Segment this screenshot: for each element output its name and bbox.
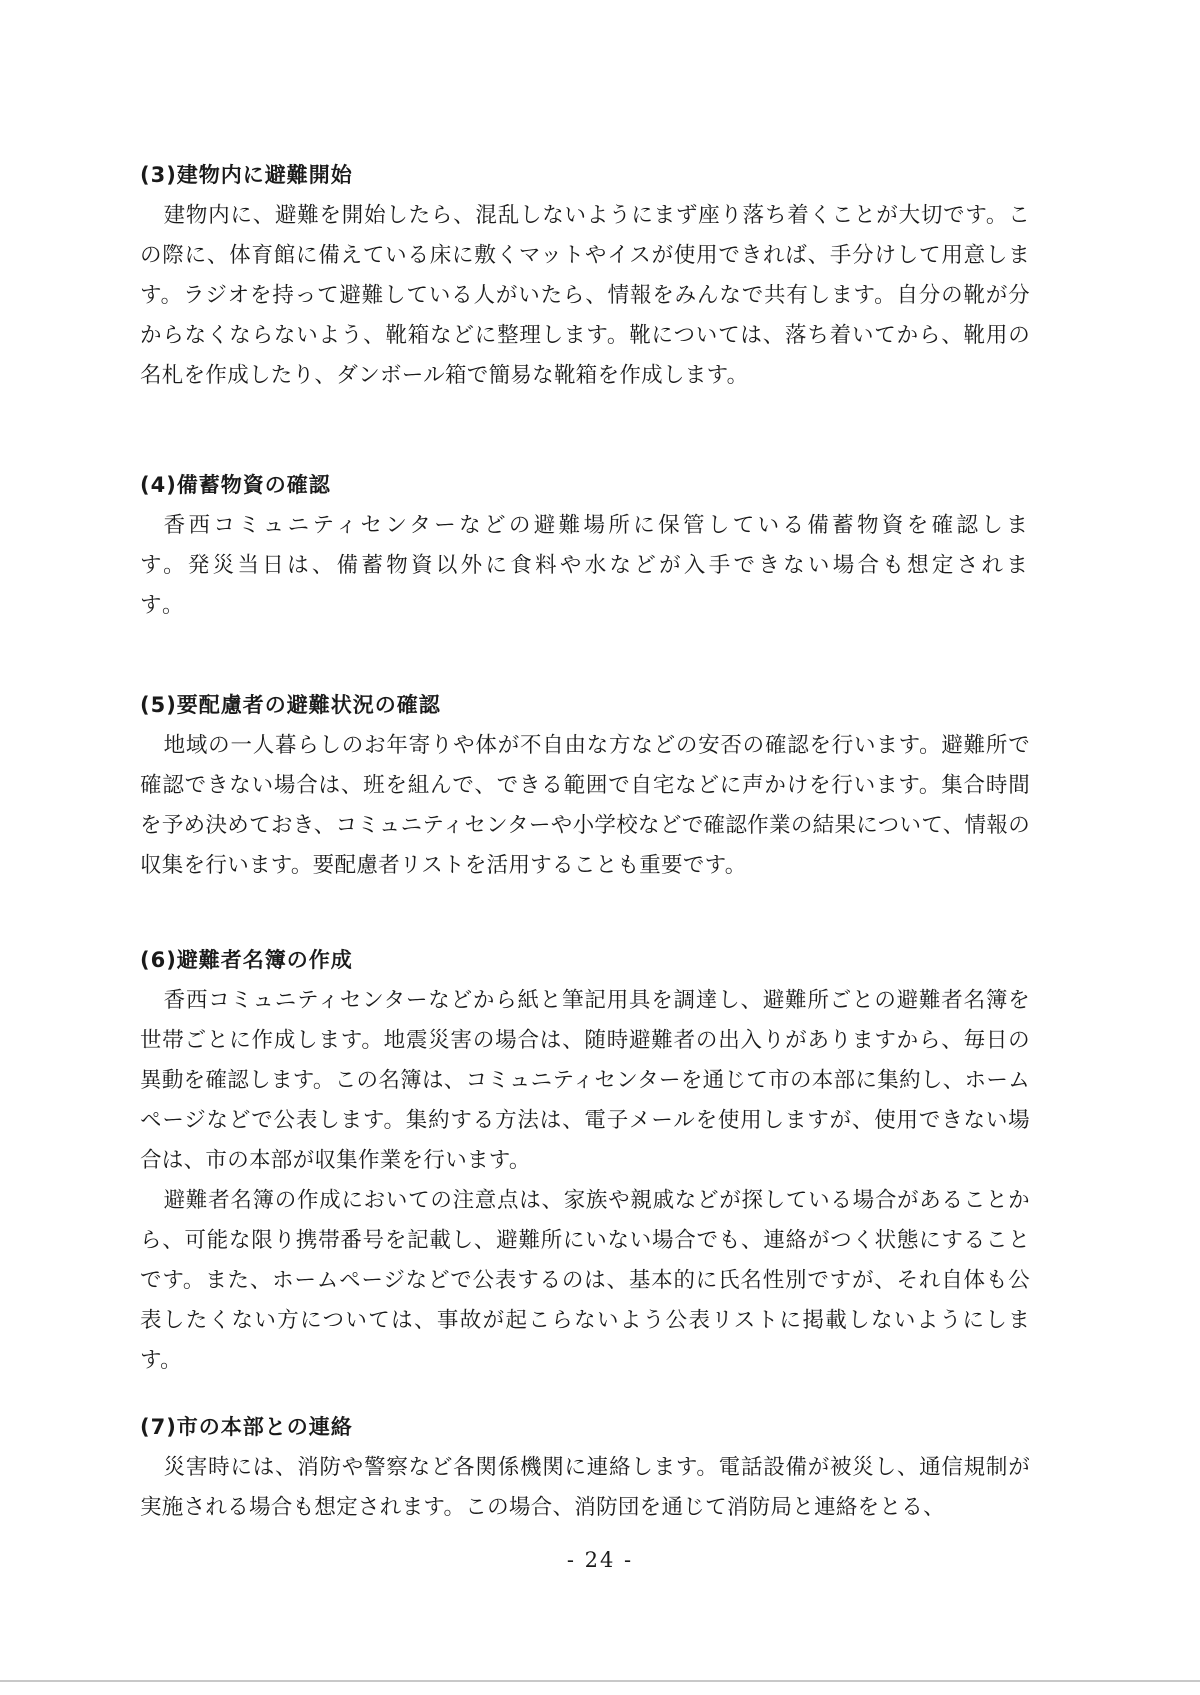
section-heading: (7)市の本部との連絡 bbox=[140, 1415, 353, 1439]
section-paragraph: 建物内に、避難を開始したら、混乱しないようにまず座り落ち着くことが大切です。この際に、体育館に備えている床に敷くマットやイスが使用できれば、手分けして用意します。ラジオを持って避難している人がいたら、情報をみんなで共有します。自分の靴が分からなくならないよう、靴箱などに整理します。靴については、落ち着いてから、靴用の名札を作成したり、ダンボール箱で簡易な靴箱を作成します。 bbox=[140, 203, 1030, 388]
page-number: - 24 - bbox=[566, 1548, 634, 1572]
section-heading: (5)要配慮者の避難状況の確認 bbox=[140, 693, 441, 717]
section-paragraph: 香西コミュニティセンターなどの避難場所に保管している備蓄物資を確認します。発災当日は、備蓄物資以外に食料や水などが入手できない場合も想定されます。 bbox=[140, 513, 1030, 618]
section-6 bbox=[140, 945, 1030, 1381]
section-5 bbox=[140, 690, 1030, 886]
section-heading: (4)備蓄物資の確認 bbox=[140, 473, 331, 497]
section-3 bbox=[140, 160, 1030, 396]
section-7 bbox=[140, 1412, 1030, 1528]
section-heading: (6)避難者名簿の作成 bbox=[140, 948, 353, 972]
section-paragraph: 地域の一人暮らしのお年寄りや体が不自由な方などの安否の確認を行います。避難所で確認できない場合は、班を組んで、できる範囲で自宅などに声かけを行います。集合時間を予め決めておき、コミュニティセンターや小学校などで確認作業の結果について、情報の収集を行います。要配慮者リストを活用することも重要です。 bbox=[140, 733, 1030, 878]
section-4 bbox=[140, 470, 1030, 626]
section-paragraph: 香西コミュニティセンターなどから紙と筆記用具を調達し、避難所ごとの避難者名簿を世帯ごとに作成します。地震災害の場合は、随時避難者の出入りがありますから、毎日の異動を確認します。この名簿は、コミュニティセンターを通じて市の本部に集約し、ホームページなどで公表します。集約する方法は、電子メールを使用しますが、使用できない場合は、市の本部が収集作業を行います。 bbox=[140, 988, 1030, 1173]
section-paragraph: 避難者名簿の作成においての注意点は、家族や親戚などが探している場合があることから、可能な限り携帯番号を記載し、避難所にいない場合でも、連絡がつく状態にすることです。また、ホームページなどで公表するのは、基本的に氏名性別ですが、それ自体も公表したくない方については、事故が起こらないよう公表リストに掲載しないようにします。 bbox=[140, 1188, 1030, 1373]
section-heading: (3)建物内に避難開始 bbox=[140, 163, 353, 187]
section-paragraph: 災害時には、消防や警察など各関係機関に連絡します。電話設備が被災し、通信規制が実施される場合も想定されます。この場合、消防団を通じて消防局と連絡をとる、 bbox=[140, 1455, 1030, 1520]
scan-edge-divider bbox=[0, 1680, 1200, 1682]
